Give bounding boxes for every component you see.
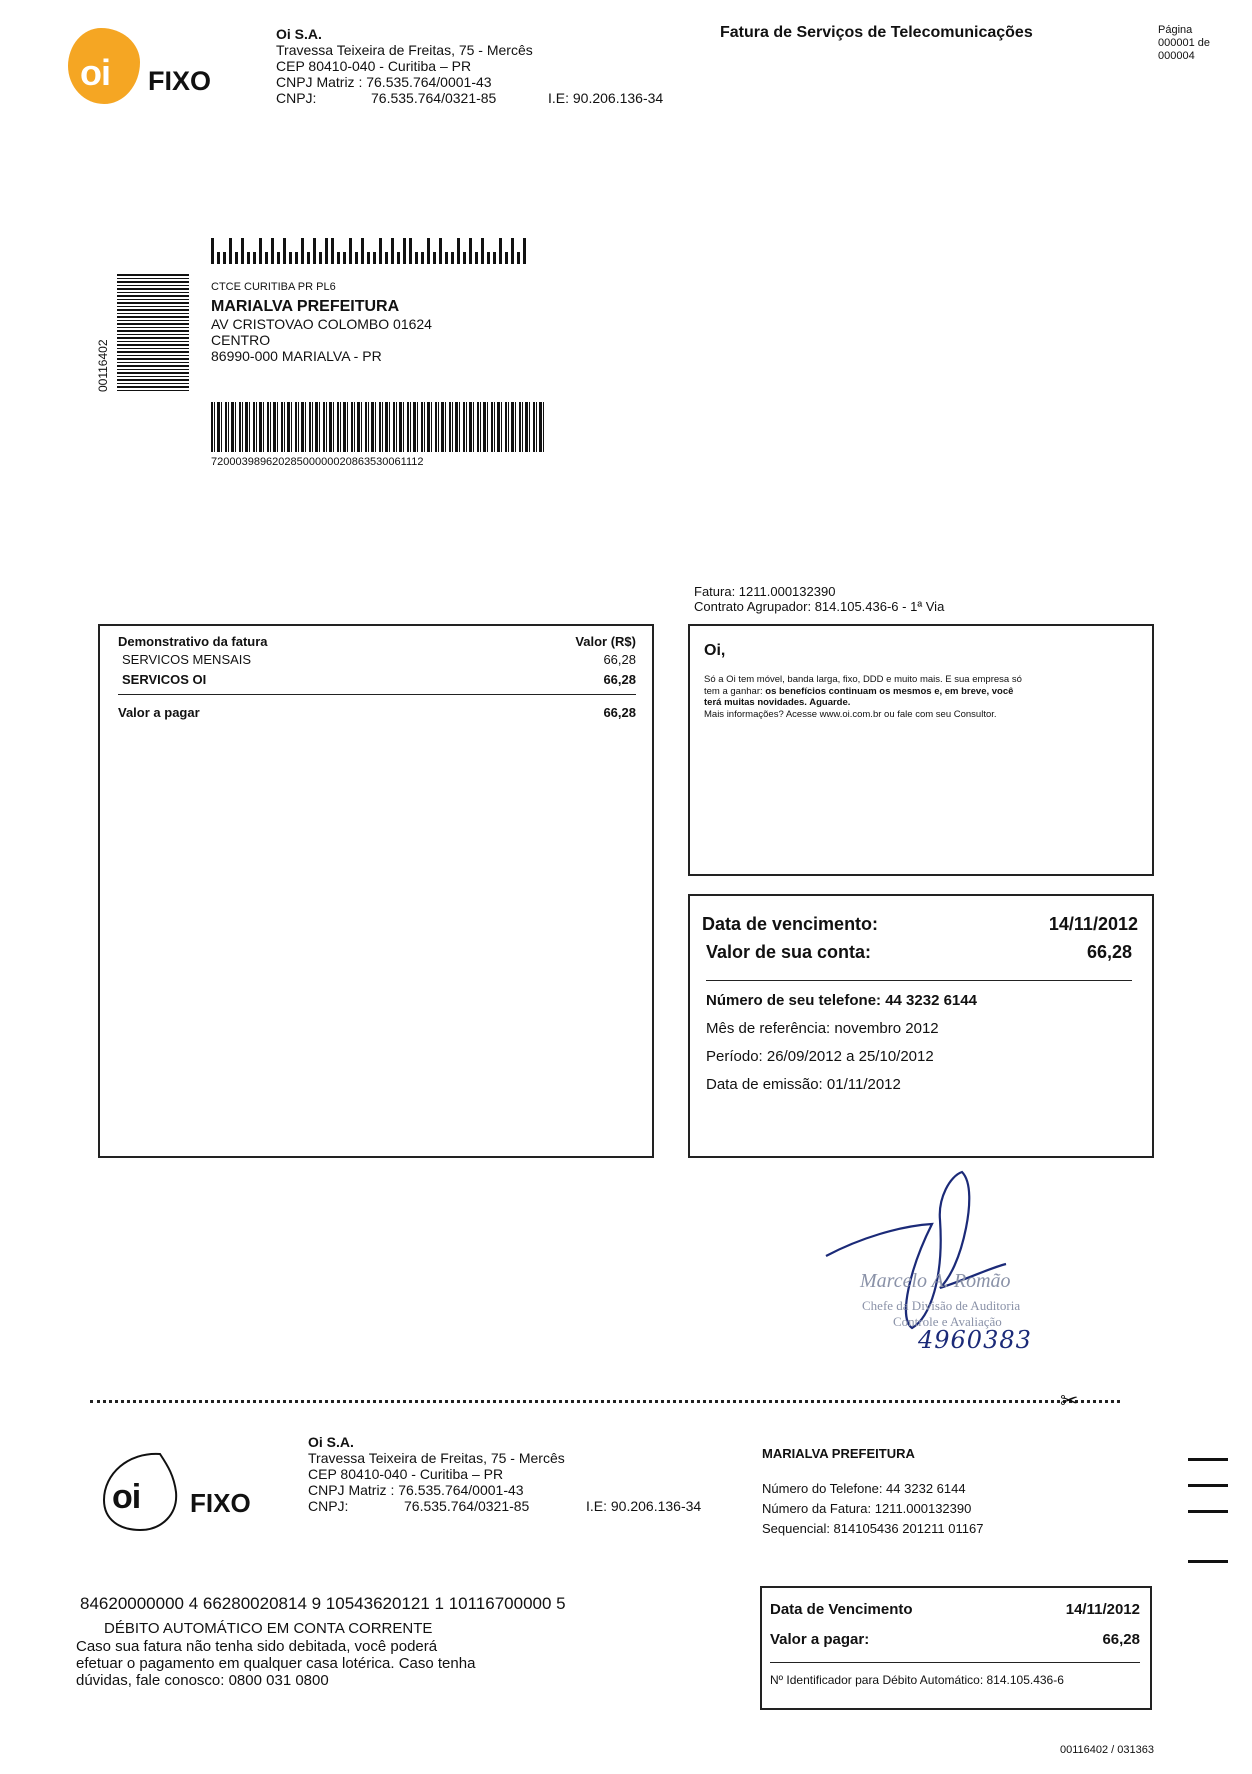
amount-label: Valor de sua conta: (706, 942, 872, 962)
stub-company-cep: CEP 80410-040 - Curitiba – PR (308, 1466, 504, 1482)
stub-identifier: Nº Identificador para Débito Automático: 814.105.436-6 (770, 1673, 1064, 1687)
stub-sequence: Sequencial: 814105436 201211 01167 (762, 1521, 984, 1536)
stamp-title-2: Controle e Avaliação (893, 1314, 1002, 1329)
stub-logo-fixo: FIXO (190, 1488, 251, 1518)
debit-text-2: efetuar o pagamento em qualquer casa lotérica. Caso tenha (76, 1655, 476, 1672)
company-cnpj-matriz: CNPJ Matriz : 76.535.764/0001-43 (276, 74, 492, 90)
debit-title: DÉBITO AUTOMÁTICO EM CONTA CORRENTE (104, 1620, 433, 1637)
stub-pay-label: Valor a pagar: (770, 1631, 870, 1648)
statement-item-value: 66,28 (603, 672, 636, 687)
message-box (688, 624, 1154, 876)
mailing-district: CENTRO (211, 332, 271, 348)
cut-line (90, 1400, 1120, 1403)
stub-company-name: Oi S.A. (308, 1434, 354, 1450)
summary-reference: Mês de referência: novembro 2012 (706, 1020, 939, 1037)
stub-customer-name: MARIALVA PREFEITURA (762, 1446, 915, 1461)
edge-mark (1188, 1484, 1228, 1487)
statement-total-value: 66,28 (603, 705, 636, 720)
statement-row (118, 670, 636, 695)
postnet-barcode (211, 238, 535, 264)
message-line-2b: os benefícios continuam os mesmos e, em breve, você (765, 685, 1014, 697)
stub-invoice: Número da Fatura: 1211.000132390 (762, 1501, 972, 1516)
summary-period: Período: 26/09/2012 a 25/10/2012 (706, 1048, 934, 1065)
stub-company-cnpj-matriz: CNPJ Matriz : 76.535.764/0001-43 (308, 1482, 524, 1498)
page-total: 000004 (1158, 50, 1195, 62)
mailing-name: MARIALVA PREFEITURA (211, 298, 400, 315)
statement-box (98, 624, 654, 1158)
stub-cnpj-label: CNPJ: (308, 1498, 349, 1514)
contract-number: Contrato Agrupador: 814.105.436-6 - 1ª Via (694, 599, 945, 614)
stub-customer-info (762, 1446, 983, 1539)
stub-company-address: Travessa Teixeira de Freitas, 75 - Mercês (308, 1450, 565, 1466)
stub-due-label: Data de Vencimento (770, 1601, 913, 1618)
invoice-title: Fatura de Serviços de Telecomunicações (720, 24, 1033, 41)
edge-mark (1188, 1458, 1228, 1461)
summary-emission: Data de emissão: 01/11/2012 (706, 1076, 901, 1093)
debit-text-3: dúvidas, fale conosco: 0800 031 0800 (76, 1672, 329, 1689)
company-header (276, 26, 696, 106)
invoice-reference (694, 584, 944, 614)
mailing-barcode (211, 402, 547, 452)
company-cep: CEP 80410-040 - Curitiba – PR (276, 58, 472, 74)
amount-value: 66,28 (1086, 942, 1132, 962)
message-line-3: terá muitas novidades. Aguarde. (704, 697, 851, 708)
fixo-logo-text: FIXO (148, 66, 212, 96)
due-date-label: Data de vencimento: (702, 914, 879, 934)
summary-box (688, 894, 1154, 1158)
debit-text-1: Caso sua fatura não tenha sido debitada, você poderá (76, 1638, 438, 1655)
cnpj-value: 76.535.764/0321-85 (371, 90, 497, 106)
statement-value-header: Valor (R$) (575, 634, 636, 649)
invoice-number: Fatura: 1211.000132390 (694, 584, 836, 599)
mailing-address (211, 281, 432, 364)
page-number: 000001 de (1158, 37, 1210, 49)
stub-payment-box (760, 1586, 1152, 1710)
stamp-title-1: Chefe da Divisão de Auditoria (862, 1298, 1021, 1313)
mailing-city: 86990-000 MARIALVA - PR (211, 348, 382, 364)
statement-title: Demonstrativo da fatura (118, 634, 268, 649)
statement-row (118, 650, 636, 670)
stub-phone: Número do Telefone: 44 3232 6144 (762, 1481, 966, 1496)
digitable-line: 84620000000 4 66280020814 9 10543620121 1 10116700000 5 (80, 1594, 566, 1613)
side-code: 00116402 (96, 339, 110, 392)
statement-total-row (118, 705, 636, 720)
message-line-2a: tem a ganhar: (704, 685, 766, 697)
handwritten-number: 4960383 (918, 1326, 1032, 1354)
debit-text (76, 1638, 475, 1689)
mailing-route: CTCE CURITIBA PR PL6 (211, 281, 336, 293)
statement-item-label: SERVICOS MENSAIS (122, 652, 252, 667)
stub-pay-value: 66,28 (1102, 1631, 1140, 1648)
statement-total-label: Valor a pagar (118, 705, 200, 720)
cnpj-label: CNPJ: (276, 90, 317, 106)
scissors-icon: ✂ (1060, 1388, 1079, 1413)
vertical-barcode (117, 274, 189, 392)
statement-item-label: SERVICOS OI (122, 672, 207, 687)
due-date-value: 14/11/2012 (1048, 914, 1138, 934)
stamp-name: Marcelo A. Romão (860, 1270, 1011, 1292)
message-greeting: Oi, (704, 642, 726, 659)
stub-cnpj-value: 76.535.764/0321-85 (404, 1498, 530, 1514)
stub-company-ie: I.E: 90.206.136-34 (586, 1498, 702, 1514)
message-line-4: Mais informações? Acesse www.oi.com.br ou fale com seu Consultor. (704, 708, 997, 720)
summary-phone: Número de seu telefone: 44 3232 6144 (706, 992, 977, 1009)
stub-company (308, 1434, 728, 1514)
statement-item-value: 66,28 (603, 652, 636, 667)
edge-mark (1188, 1560, 1228, 1563)
stub-logo-oi: oi (112, 1478, 141, 1516)
footer-code: 00116402 / 031363 (1060, 1744, 1154, 1756)
edge-mark (1188, 1510, 1228, 1513)
mailing-street: AV CRISTOVAO COLOMBO 01624 (211, 316, 432, 332)
company-address: Travessa Teixeira de Freitas, 75 - Mercês (276, 42, 533, 58)
oi-logo-text: oi (80, 52, 110, 93)
stub-due-value: 14/11/2012 (1065, 1601, 1140, 1618)
page-indicator (1158, 24, 1210, 63)
page-label: Página (1158, 24, 1193, 36)
message-line-1: Só a Oi tem móvel, banda larga, fixo, DDD e muito mais. E sua empresa só (704, 674, 1022, 685)
mailing-barcode-number: 72000398962028500000020863530061112 (211, 456, 424, 468)
company-name: Oi S.A. (276, 26, 322, 42)
company-ie: I.E: 90.206.136-34 (548, 90, 664, 106)
